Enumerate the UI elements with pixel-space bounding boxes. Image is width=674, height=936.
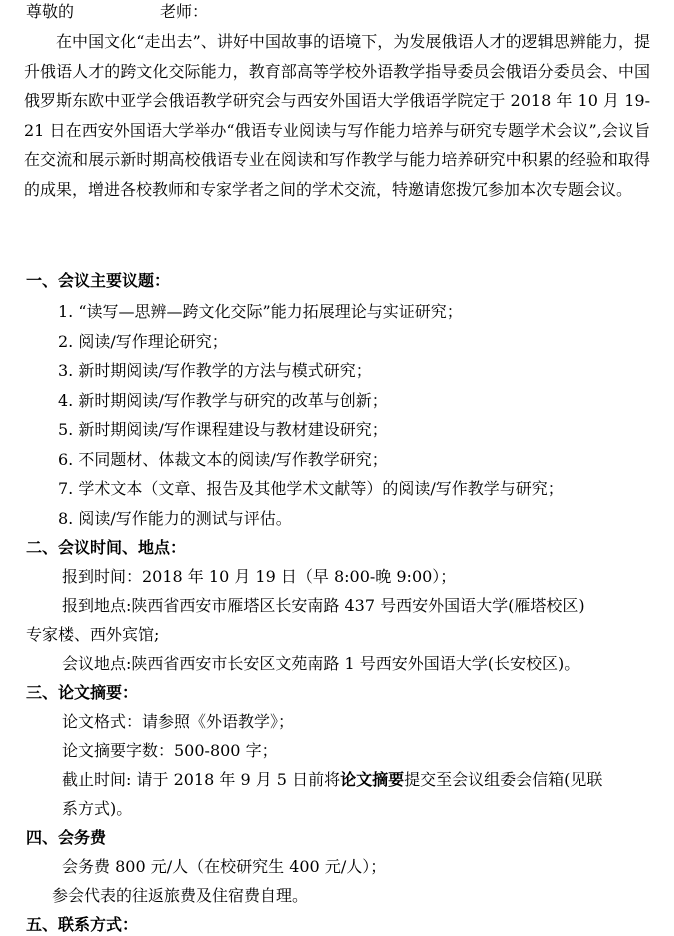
checkin-place: 报到地点:陕西省西安市雁塔区长安南路 437 号西安外国语大学(雁塔校区) (62, 596, 585, 615)
section-2-title: 二、会议时间、地点： (26, 538, 187, 557)
intro-paragraph: 在中国文化“走出去”、讲好中国故事的语境下，为发展俄语人才的逻辑思辨能力，提升俄语人才的跨文化交际能力，教育部高等学校外语教学指导委员会俄语分委员会、中国俄罗斯东欧中亚学会俄语教学研究会与西安外国语大学俄语学院定于 2018 年 10 月 19-21 日在西安外国语大学举办“俄语专业阅读与写作能力培养与研究专题学术会议”,会议旨在交流和展示新时期高校俄语专业在阅读和写作教学与能力培养研究中积累的经验和取得的成果，增进各校教师和专家学者之间的学术交流，特邀请您拨冗参加本次专题会议。 (24, 32, 650, 199)
deadline-emphasis: 论文摘要 (340, 770, 405, 789)
topic-list (58, 297, 564, 533)
abstract-word-count: 论文摘要字数：500-800 字； (62, 741, 278, 760)
list-item: 5. 新时期阅读/写作课程建设与教材建设研究； (58, 420, 388, 439)
list-item: 1. “读写—思辨—跨文化交际”能力拓展理论与实证研究； (58, 302, 463, 321)
salutation (26, 2, 208, 22)
deadline-pre: 截止时间: 请于 2018 年 9 月 5 日前将 (62, 770, 341, 789)
list-item: 8. 阅读/写作能力的测试与评估。 (58, 508, 292, 528)
travel-expenses: 参会代表的往返旅费及住宿费自理。 (52, 886, 309, 905)
checkin-time: 报到时间：2018 年 10 月 19 日（早 8:00-晚 9:00）； (62, 567, 457, 586)
list-item: 2. 阅读/写作理论研究； (58, 331, 228, 351)
checkin-place-cont: 专家楼、西外宾馆; (26, 625, 160, 644)
paper-format: 论文格式：请参照《外语教学》； (62, 712, 295, 731)
list-item: 7. 学术文本（文章、报告及其他学术文献等）的阅读/写作教学与研究； (58, 479, 564, 498)
section-3-title: 三、论文摘要： (26, 683, 139, 702)
deadline (62, 770, 602, 790)
conference-fee: 会务费 800 元/人（在校研究生 400 元/人）； (62, 857, 387, 876)
list-item: 3. 新时期阅读/写作教学的方法与模式研究； (58, 361, 372, 380)
deadline-cont: 系方式)。 (62, 799, 133, 818)
list-item: 4. 新时期阅读/写作教学与研究的改革与创新； (58, 390, 388, 410)
salutation-prefix: 尊敬的 (26, 2, 75, 21)
section-4-title: 四、会务费 (26, 828, 107, 847)
section-1-title: 一、会议主要议题： (26, 271, 171, 290)
deadline-post: 提交至会议组委会信箱(见联 (404, 770, 603, 789)
venue: 会议地点:陕西省西安市长安区文苑南路 1 号西安外国语大学(长安校区)。 (62, 654, 581, 673)
section-5-title: 五、联系方式： (26, 915, 139, 934)
list-item: 6. 不同题材、体裁文本的阅读/写作教学研究； (58, 449, 388, 469)
salutation-suffix: 老师： (160, 2, 209, 21)
